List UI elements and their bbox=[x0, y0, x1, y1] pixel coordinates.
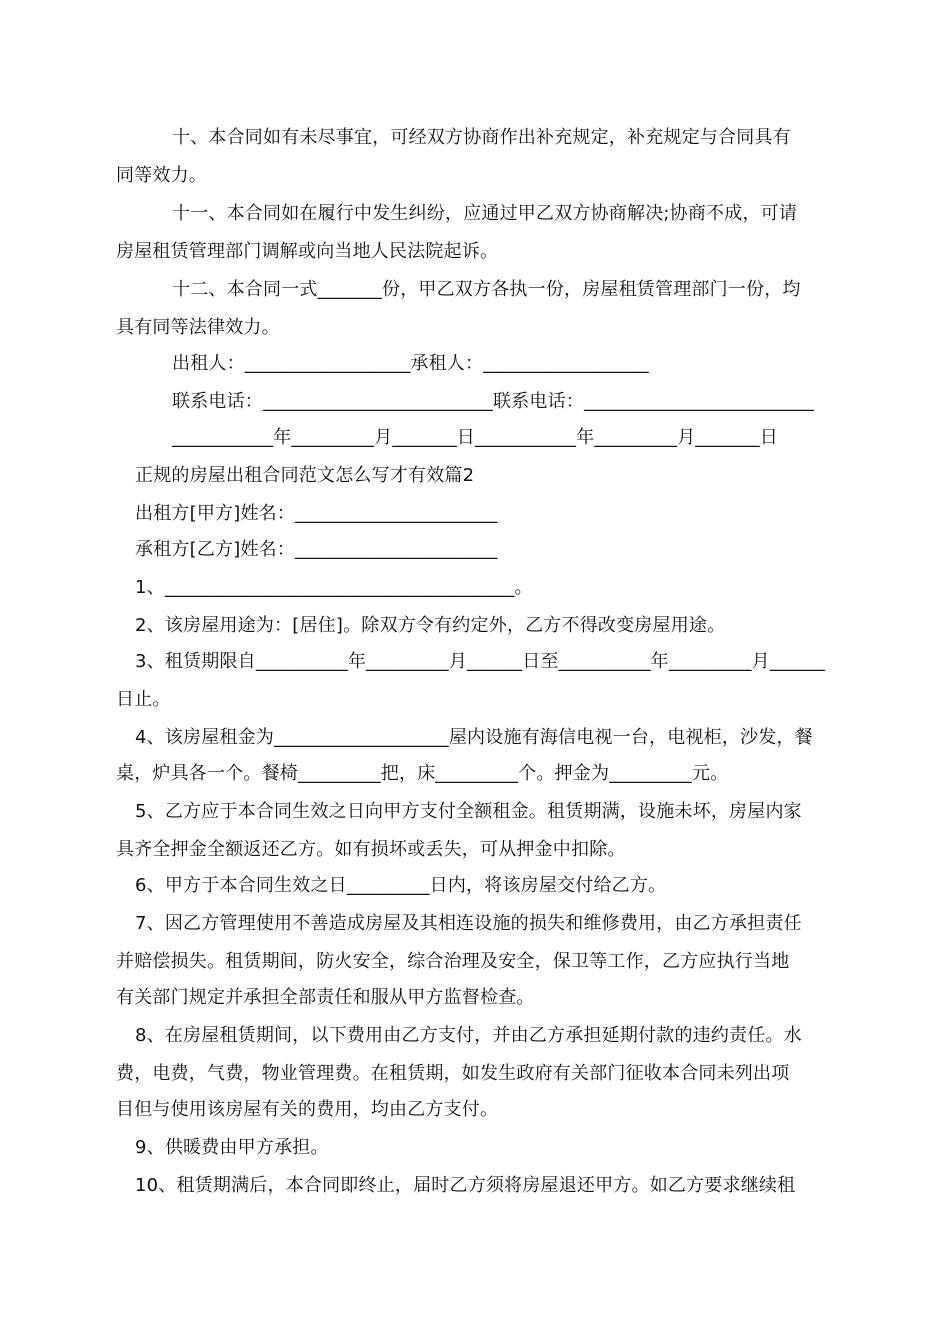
clause-12-line-2: 具有同等法律效力。 bbox=[116, 317, 280, 338]
item-5-line-1: 5、乙方应于本合同生效之日向甲方支付全额租金。租赁期满，设施未坏，房屋内家 bbox=[135, 801, 802, 822]
item-4-line-1: 4、该房屋租金为___________________屋内设施有海信电视一台，电视柜，沙发，餐 bbox=[135, 727, 813, 748]
clause-10-line-2: 同等效力。 bbox=[116, 165, 207, 186]
item-6: 6、甲方于本合同生效之日_________日内，将该房屋交付给乙方。 bbox=[135, 875, 667, 896]
item-1: 1、______________________________________。 bbox=[135, 577, 533, 598]
clause-11-line-2: 房屋租赁管理部门调解或向当地人民法院起诉。 bbox=[116, 241, 499, 262]
lessee-name: 承租方[乙方]姓名：______________________ bbox=[135, 539, 498, 560]
clause-10-line-1: 十、本合同如有未尽事宜，可经双方协商作出补充规定，补充规定与合同具有 bbox=[172, 127, 791, 148]
clause-12-line-1: 十二、本合同一式_______份，甲乙双方各执一份，房屋租赁管理部门一份，均 bbox=[172, 279, 801, 300]
clause-11-line-1: 十一、本合同如在履行中发生纠纷，应通过甲乙双方协商解决;协商不成，可请 bbox=[172, 203, 798, 224]
signature-dates: ___________年_________月_______日___________年_________月_______日 bbox=[172, 427, 778, 448]
item-9: 9、供暖费由甲方承担。 bbox=[135, 1137, 329, 1158]
item-8-line-3: 目但与使用该房屋有关的费用，均由乙方支付。 bbox=[116, 1099, 499, 1120]
section-title: 正规的房屋出租合同范文怎么写才有效篇2 bbox=[135, 465, 475, 486]
item-3-line-2: 日止。 bbox=[116, 689, 171, 710]
signature-parties: 出租人：__________________承租人：__________________ bbox=[172, 353, 649, 374]
item-4-line-2: 桌，炉具各一个。餐椅_________把，床_________个。押金为_________元。 bbox=[116, 763, 729, 784]
item-3-line-1: 3、租赁期限自__________年_________月______日至__________年_________月______ bbox=[135, 651, 826, 672]
lessor-name: 出租方[甲方]姓名：______________________ bbox=[135, 503, 498, 524]
signature-phones: 联系电话：_________________________联系电话：_________________________ bbox=[172, 391, 814, 412]
item-8-line-1: 8、在房屋租赁期间，以下费用由乙方支付，并由乙方承担延期付款的违约责任。水 bbox=[135, 1025, 802, 1046]
item-8-line-2: 费，电费，气费，物业管理费。在租赁期，如发生政府有关部门征收本合同未列出项 bbox=[116, 1063, 790, 1084]
item-10-line-1: 10、租赁期满后，本合同即终止，届时乙方须将房屋退还甲方。如乙方要求继续租 bbox=[135, 1175, 796, 1196]
item-5-line-2: 具齐全押金全额返还乙方。如有损坏或丢失，可从押金中扣除。 bbox=[116, 839, 626, 860]
item-7-line-1: 7、因乙方管理使用不善造成房屋及其相连设施的损失和维修费用，由乙方承担责任 bbox=[135, 913, 802, 934]
item-7-line-2: 并赔偿损失。租赁期间，防火安全，综合治理及安全，保卫等工作，乙方应执行当地 bbox=[116, 951, 790, 972]
item-2: 2、该房屋用途为：[居住]。除双方令有约定外，乙方不得改变房屋用途。 bbox=[135, 615, 726, 636]
item-7-line-3: 有关部门规定并承担全部责任和服从甲方监督检查。 bbox=[116, 987, 535, 1008]
